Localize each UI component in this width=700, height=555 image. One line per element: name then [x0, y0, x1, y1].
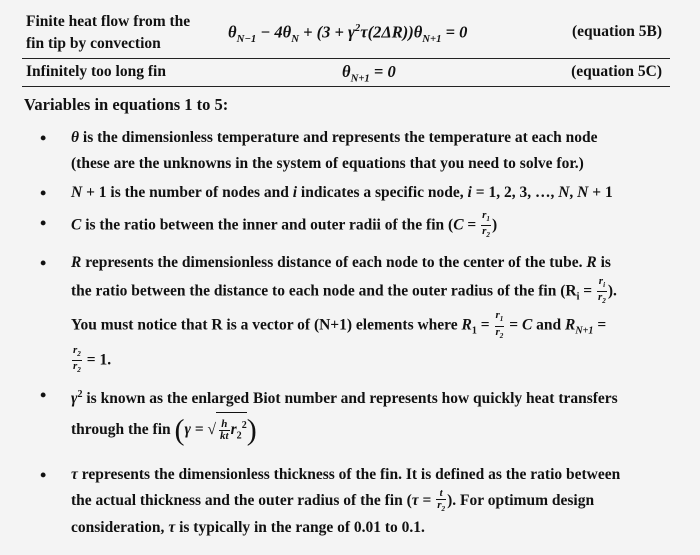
- equation-table: [22, 6, 670, 87]
- biot-line1: is known as the enlarged Biot number and represents how quickly heat transfers: [86, 390, 618, 408]
- bullet-icon: •: [40, 385, 47, 405]
- tau-line2b: . For optimum design: [452, 492, 595, 510]
- table-row-infinite-fin: [22, 59, 670, 87]
- r-line3: You must notice that R is a vector of (N+1) elements where: [71, 316, 458, 334]
- list-item-biot: $\gamma^2$ is known as the enlarged Biot number and represents how quickly heat transfers through the fin (γ = √ $\frac{h}{kt}$ $r_2^2$): [71, 382, 671, 449]
- r-line1b: is: [600, 254, 611, 271]
- equation-5c: $\theta_{N+1} = 0$: [342, 62, 396, 85]
- list-item-c: C is the ratio between the inner and outer radii of the fin (C = $\frac{r_1}{r_2}$ ): [71, 209, 498, 240]
- variables-heading: Variables in equations 1 to 5:: [24, 95, 229, 114]
- bullet-icon: •: [40, 253, 47, 273]
- r-line3b: and: [536, 316, 562, 334]
- list-item-tau: τ represents the dimensionless thickness of the fin. It is defined as the ratio between the actual thickness and the outer radius of the fin (τ = $\frac{t}{r_2}$ ). For optimum design consideration, τ is typically in the range of 0.01 to 0.1.: [71, 466, 621, 537]
- theta-line1: is the dimensionless temperature and represents the temperature at each node: [82, 129, 598, 146]
- tau-line3b: is typically in the range of 0.01 to 0.1.: [179, 519, 425, 537]
- bullet-icon: •: [40, 465, 47, 485]
- biot-line2: through the fin: [71, 421, 171, 439]
- nodes-text: is the number of nodes and: [110, 184, 289, 201]
- row-label-line2: fin tip by convection: [26, 35, 161, 52]
- row-label: [26, 11, 190, 55]
- equation-5b: $\theta_{N-1} - 4\theta_N + (3 + \gamma^2\tau(2\Delta R))\theta_{N+1} = 0$: [228, 22, 468, 45]
- table-row-finite-heat-flow: [22, 6, 670, 59]
- tau-line2: the actual thickness and the outer radius of the fin: [71, 492, 403, 510]
- bullet-icon: •: [40, 183, 47, 203]
- equation-label-5c: (equation 5C): [571, 63, 662, 80]
- list-item-r: R represents the dimensionless distance of each node to the center of the tube. R is the ratio between the distance to each node and the outer radius of the fin ($R_i$ = $\frac{r_i}{r_2}$ ). You must notice that R is a vector of (N+1) elements where $R_1$ = $\frac{r_1}{r_2}$ = C and $R_{N+1}$ = $\frac{r_2}{r_2}$ = 1.: [71, 254, 617, 375]
- bullet-icon: •: [40, 213, 47, 233]
- equation-label-5b: (equation 5B): [572, 23, 662, 40]
- tau-line3: consideration,: [71, 519, 165, 537]
- nodes-text2: indicates a specific node,: [300, 184, 464, 201]
- row-label-line1: Finite heat flow from the: [26, 13, 191, 30]
- r-line2: the ratio between the distance to each node and the outer radius of the fin: [71, 282, 557, 300]
- bullet-icon: •: [40, 128, 47, 148]
- tau-line1: represents the dimensionless thickness of the fin. It is defined as the ratio between: [81, 466, 621, 483]
- r-line1: represents the dimensionless distance of each node to the center of the tube.: [85, 254, 583, 271]
- c-text: is the ratio between the inner and outer radii of the fin: [85, 216, 445, 234]
- theta-line2: (these are the unknowns in the system of equations that you need to solve for.): [71, 155, 584, 172]
- list-item-theta: θ is the dimensionless temperature and represents the temperature at each node (these are the unknowns in the system of equations that you need to solve for.): [71, 129, 598, 172]
- row-label: Infinitely too long fin: [26, 63, 166, 80]
- list-item-nodes: N + 1 is the number of nodes and i indicates a specific node, i = 1, 2, 3, …, N, N + 1: [71, 184, 613, 201]
